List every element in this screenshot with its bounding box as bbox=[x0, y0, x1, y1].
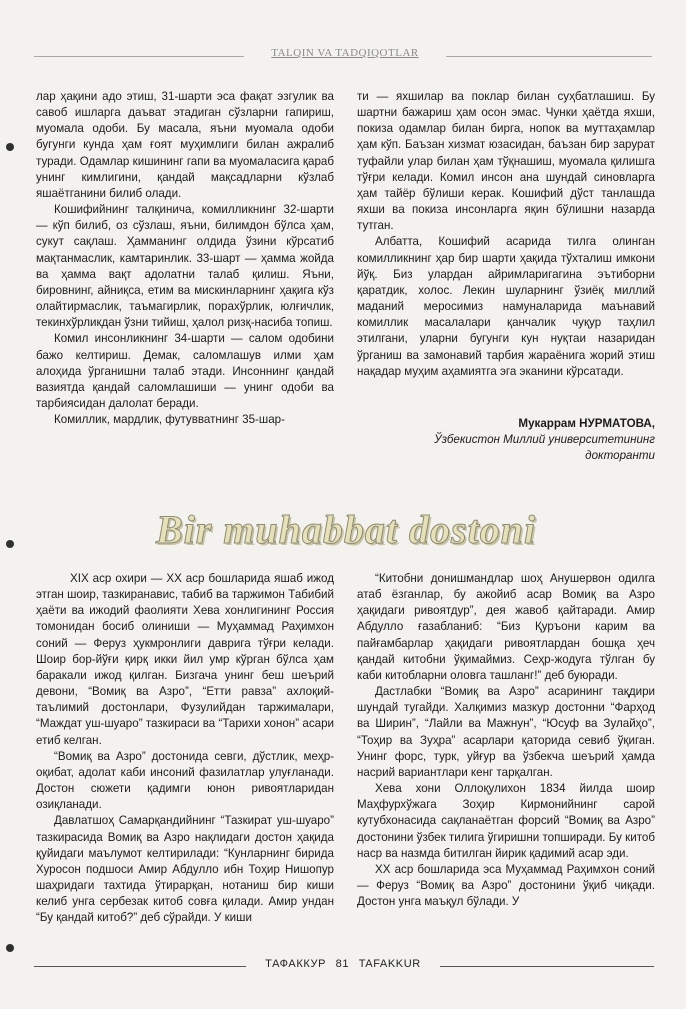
header-rule-left bbox=[34, 56, 244, 57]
top-left-column bbox=[36, 89, 334, 428]
paragraph: ти — яхшилар ва поклар билан суҳбатлашиш. Бу шартни бажариш ҳам осон эмас. Чунки ҳаётда яхши, покиза одамлар билан бирга, нопок ва муттаҳамлар ҳам кўп. Баъзан хизмат юзасидан, баъзан бир зарурат туфайли улар билан ҳам тўқнашиш, муомала қилишга тўғри келади. Комил инсон ана шундай синовларга ҳам тайёр бўлиши керак. Кошифий дўст танлашда яхши ва покиза инсонларга яқин бўлишни назарда тутган. bbox=[357, 90, 655, 233]
paragraph: Кошифийнинг талқинича, комилликнинг 32-шарти — кўп билиб, оз сўзлаш, яъни, билимдон бўлса ҳам, сукут сақлаш. Ҳамманинг олдида ўзини кўрсатиб мақтанмаслик, камтаринлик. 33-шарт — ҳамма жойда ва ҳамма вақт адолатни талаб қилиш. Яъни, бировнинг, айниқса, етим ва мискинларнинг ҳақига кўз олайтирмаслик, таъмагирлик, порахўрлик, юлғичлик, текинхўрликдан ўзни тийиш, ҳалол ризқ-насиба топиш. bbox=[36, 203, 334, 330]
binder-hole-mark bbox=[6, 540, 14, 548]
page-footer bbox=[250, 958, 436, 970]
paragraph: Хева хони Оллоқулихон 1834 йилда шоир Маҳфурхўжага Зоҳир Кирмонийнинг сарой кутубхонасида сақланаётган форсий “Вомиқ ва Азро” достонини ўзбек тилига ўгиришни топширади. Бу китоб наср ва назмда битилган йирик қадимий асар эди. bbox=[357, 782, 655, 860]
top-right-column bbox=[357, 89, 655, 380]
paragraph: Давлатшоҳ Самарқандийнинг “Тазкират уш-шуаро” тазкирасида Вомиқ ва Азро нақлидаги достон ҳақида қуйидаги маълумот келтирилади: “Кунларнинг бирида Хуросон подшоси Амир Абдулло ибн Тоҳир Нишопур шаҳридаги тахтида ўтирарқан, нотаниш бир киши келиб унга сербезак китоб совға қилади. Амир ундан “Бу қандай китоб?” деб сўрайди. У киши bbox=[36, 814, 334, 925]
header-rule-right bbox=[446, 56, 652, 57]
author-signature bbox=[400, 416, 655, 464]
paragraph: Дастлабки “Вомиқ ва Азро” асарининг тақдири шундай тугайди. Халқимиз мазкур достонни “Фарҳод ва Ширин”, “Лайли ва Мажнун”, “Юсуф ва Зулайҳо”, “Тоҳир ва Зуҳра” асарлари қаторида севиб ўқиган. Унинг форс, турк, уйғур ва ўзбекча шеърий ҳамда насрий вариантлари кенг тарқалган. bbox=[357, 685, 655, 779]
binder-hole-mark bbox=[6, 143, 14, 151]
paragraph: Албатта, Кошифий асарида тилга олинган комилликнинг ҳар бир шарти ҳақида тўхталиш имкони йўқ. Биз улардан айримларигагина эътиборни қаратдик, холос. Лекин шуларнинг ўзиёқ миллий маданий меросимиз намуналарида маънавий комиллик масалалари қанчалик чуқур таҳлил этилгани, уларни бугунги кун нуқтаи назаридан ўрганиш ва замонавий тарбия жараёнига жорий этиш нақадар муҳим аҳамиятга эга эканини кўрсатади. bbox=[357, 235, 655, 378]
paragraph: “Вомиқ ва Азро” достонида севги, дўстлик, меҳр-оқибат, адолат каби инсоний фазилатлар улуғланади. Достон сюжети қадимги юнон ривоятларидан озиқланади. bbox=[36, 749, 334, 812]
page-number: 81 bbox=[335, 958, 350, 970]
footer-word-right: TAFAKKUR bbox=[358, 958, 421, 970]
paragraph: лар ҳақини адо этиш, 31-шарти эса фақат эзгулик ва савоб ишларга даъват этадиган сўзларни гапириш, муомала одоби. Бу масала, яъни муомала одоби бугунги кунда ҳам ғоят муҳимлиги билан ажралиб туради. Одамлар кишининг гапи ва муомаласига қараб унинг кимлигини, қандай мақсадларни кўзлаб яшаётганини билиб олади. bbox=[36, 90, 334, 200]
article-title: Bir muhabbat dostoni bbox=[155, 507, 537, 552]
paragraph: XIX аср охири — XX аср бошларида яшаб ижод этган шоир, тазкиранавис, табиб ва таржимон Табибий ҳаёти ва ижодий фаолияти Хева хонлигининг Россия томонидан босиб олиниши — Муҳаммад Раҳимхон соний — Феруз ҳукмронлиги даврига тўғри келади. Шоир бор-йўғи қирқ икки йил умр кўрган бўлса ҳам баракали ижод қилган. Бизгача унинг беш шеърий девони, “Вомиқ ва Азро”, “Етти равза” ахлоқий-таълимий достонлари, Фузулийдан таржималари, “Маждат уш-шуаро” тазкираси ва “Тарихи хонон” асари етиб келган. bbox=[36, 572, 334, 747]
author-affiliation-line1: Ўзбекистон Миллий университетининг bbox=[434, 433, 655, 446]
author-name: Мукаррам НУРМАТОВА, bbox=[518, 417, 655, 430]
running-head: TALQIN VA TADQIQOTLAR bbox=[271, 47, 419, 59]
paragraph: Комиллик, мардлик, футувватнинг 35-шар- bbox=[54, 413, 285, 427]
paragraph: Комил инсонликнинг 34-шарти — салом одобини бажо келтириш. Демак, саломлашув илми ҳам алоҳида ўрганишни талаб этади. Инсоннинг қандай вазиятда қандай саломлашиши — унинг одоби ва тарбиясидан далолат беради. bbox=[36, 332, 334, 410]
bottom-right-column bbox=[357, 571, 655, 910]
paragraph: XX аср бошларида эса Муҳаммад Раҳимхон соний — Феруз “Вомиқ ва Азро” достонини ўқиб чиқади. Достон унга маъқул бўлади. У bbox=[357, 862, 655, 909]
footer-rule-right bbox=[440, 966, 654, 967]
footer-rule-left bbox=[34, 966, 246, 967]
footer-word-left: ТАФАККУР bbox=[265, 958, 327, 970]
paragraph: “Китобни донишмандлар шоҳ Анушервон одилга атаб ёзганлар, бу ажойиб асар Вомиқ ва Азро ҳақидаги ривоятдур”, дея жавоб қайтаради. Амир Абдулло ғазабланиб: “Биз Қуръони карим ва пайғамбарлар ҳақидаги ривоятлардан бошқа ҳеч қандай китобни ўқимаймиз. Сеҳр-жодуга тўлган бу каби китобларни оловга ташланг!” деб буюради. bbox=[357, 572, 655, 682]
binder-hole-mark bbox=[6, 944, 14, 952]
author-affiliation-line2: докторанти bbox=[585, 449, 655, 462]
bottom-left-column bbox=[36, 571, 334, 926]
